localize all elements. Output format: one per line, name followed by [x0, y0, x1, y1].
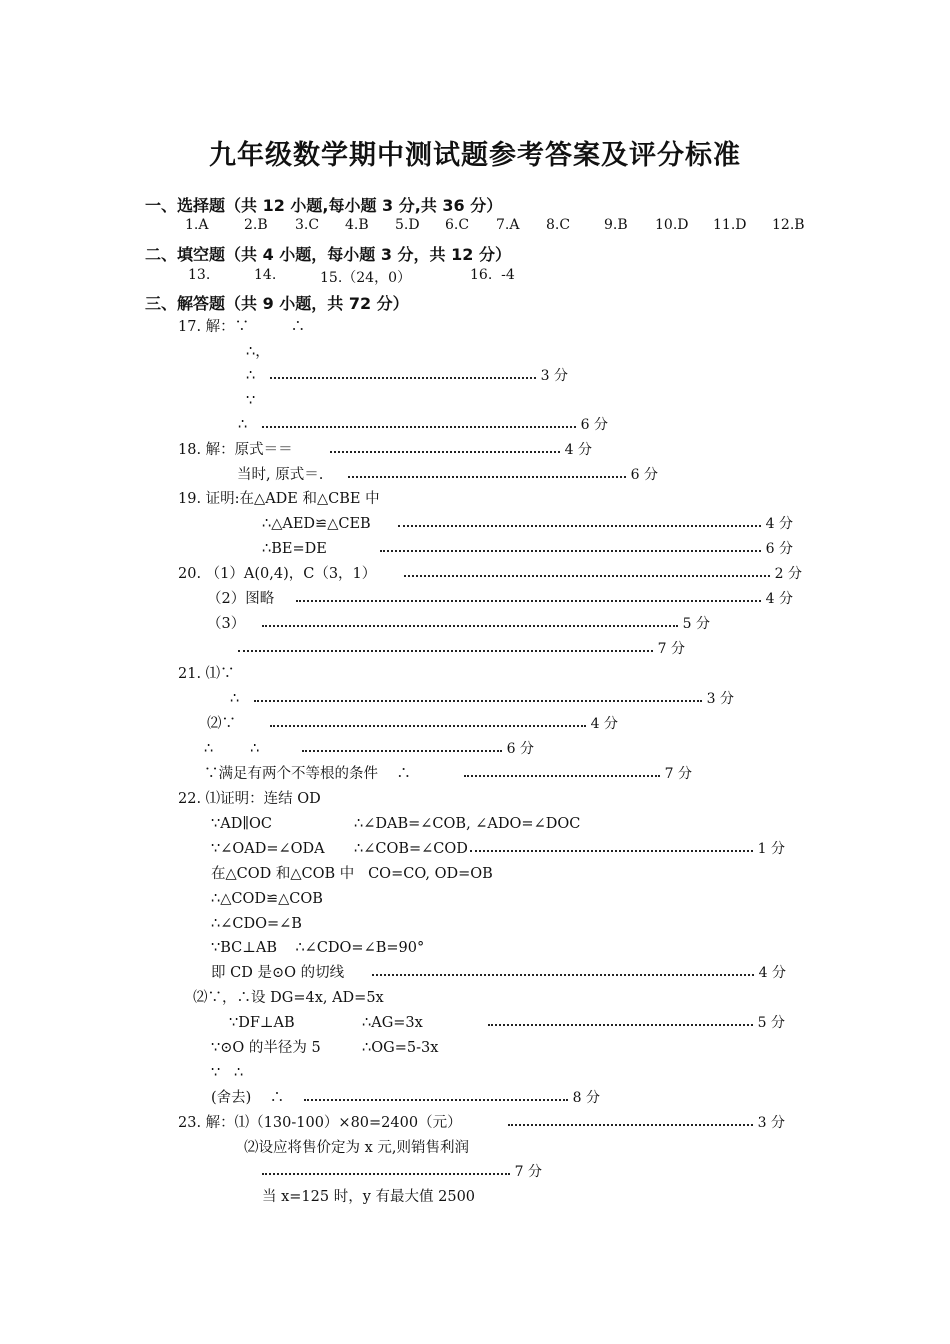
score-leader — [508, 1114, 785, 1132]
q22-line: ∴AG=3x — [362, 1015, 423, 1031]
choice-answer: 4.B — [345, 217, 369, 233]
q22-line: ∴∠COB=∠COD — [354, 841, 468, 857]
score-leader — [464, 765, 692, 783]
score-label: 4 分 — [758, 965, 786, 981]
score-label: 5 分 — [682, 616, 710, 632]
score-label: 7 分 — [657, 641, 685, 657]
choice-answer: 7.A — [496, 217, 520, 233]
score-leader — [270, 367, 568, 385]
q22-line: ∵AD∥OC — [211, 816, 273, 832]
q17-line: ∴ — [246, 368, 256, 384]
choice-answer: 2.B — [244, 217, 268, 233]
score-label: 4 分 — [590, 716, 618, 732]
q22-line: ∵ ∴ — [211, 1065, 244, 1081]
q22-line: ∴∠DAB=∠COB, ∠ADO=∠DOC — [354, 816, 581, 832]
score-label: 7 分 — [514, 1164, 542, 1180]
score-leader — [398, 515, 793, 533]
q17-line: ∴ — [238, 417, 248, 433]
q17-line: ∴， — [246, 344, 270, 360]
score-leader — [254, 690, 734, 708]
choice-answer: 10.D — [655, 217, 689, 233]
score-leader — [304, 1089, 600, 1107]
q22-line: ∵BC⊥AB ∴∠CDO=∠B=90° — [211, 940, 425, 956]
q20-line: 20. （1）A(0,4)，C（3，1） — [178, 566, 377, 582]
q23-line: 当 x=125 时，y 有最大值 2500 — [262, 1189, 476, 1205]
choice-answer: 5.D — [395, 217, 420, 233]
score-label: 8 分 — [572, 1090, 600, 1106]
fill-answer: 14. — [254, 267, 277, 283]
score-leader — [270, 715, 618, 733]
q19-line: 19. 证明:在△ADE 和△CBE 中 — [178, 491, 380, 507]
q21-line: ∴ — [230, 691, 240, 707]
choice-answer: 11.D — [713, 217, 747, 233]
page-title: 九年级数学期中测试题参考答案及评分标准 — [209, 140, 741, 171]
fill-answer: 15.（24，0） — [320, 270, 411, 286]
section-choice-heading: 一、选择题（共 12 小题,每小题 3 分,共 36 分） — [145, 196, 503, 215]
q19-line: ∴△AED≌△CEB — [262, 516, 371, 532]
q22-line: ∴OG=5-3x — [362, 1040, 439, 1056]
choice-answer: 8.C — [546, 217, 571, 233]
q20-line: （2）图略 — [207, 591, 275, 607]
q20-line: （3） — [207, 616, 246, 632]
score-leader — [296, 590, 793, 608]
fill-answer: 13. — [188, 267, 211, 283]
score-label: 6 分 — [765, 541, 793, 557]
q23-line: 23. 解：⑴（130-100）×80=2400（元） — [178, 1115, 462, 1131]
q17-line: ∵ — [246, 393, 256, 409]
score-label: 3 分 — [540, 368, 568, 384]
q22-line: 在△COD 和△COB 中 CO=CO, OD=OB — [211, 866, 493, 882]
score-leader — [262, 615, 710, 633]
q22-line: ∵DF⊥AB — [229, 1015, 295, 1031]
score-label: 6 分 — [630, 467, 658, 483]
choice-answer: 12.B — [772, 217, 805, 233]
score-leader — [302, 740, 534, 758]
score-leader — [380, 540, 793, 558]
fill-answer: 16. -4 — [470, 267, 515, 283]
q22-line: ∴∠CDO=∠B — [211, 916, 302, 932]
score-leader — [262, 1163, 542, 1181]
score-leader — [262, 416, 608, 434]
score-leader — [404, 565, 802, 583]
score-label: 3 分 — [757, 1115, 785, 1131]
score-label: 4 分 — [765, 516, 793, 532]
q21-line: ∵满足有两个不等根的条件 ∴ — [204, 766, 411, 782]
q22-line: (舍去) ∴ — [211, 1090, 285, 1106]
score-label: 5 分 — [757, 1015, 785, 1031]
q21-line: 21. ⑴∵ — [178, 666, 235, 682]
score-label: 3 分 — [706, 691, 734, 707]
score-label: 1 分 — [757, 841, 785, 857]
q22-line: 22. ⑴证明：连结 OD — [178, 791, 321, 807]
q22-line: ∵⊙O 的半径为 5 — [211, 1040, 321, 1056]
q18-line: 18. 解：原式＝＝ — [178, 442, 293, 458]
q17-line: 17. 解：∵ ∴ — [178, 319, 306, 335]
q22-line: ∵∠OAD=∠ODA — [211, 841, 325, 857]
score-leader — [330, 441, 592, 459]
q19-line: ∴BE=DE — [262, 541, 327, 557]
score-label: 7 分 — [664, 766, 692, 782]
q22-line: 即 CD 是⊙O 的切线 — [211, 965, 345, 981]
section-fill-heading: 二、填空题（共 4 小题，每小题 3 分，共 12 分） — [145, 245, 511, 264]
q23-line: ⑵设应将售价定为 x 元,则销售利润 — [244, 1140, 470, 1156]
score-label: 6 分 — [580, 417, 608, 433]
q18-line: 当时, 原式＝. — [237, 467, 324, 483]
score-leader — [372, 964, 786, 982]
score-label: 4 分 — [765, 591, 793, 607]
q21-line: ∴ ∴ — [204, 741, 260, 757]
score-leader — [488, 1014, 785, 1032]
q22-line: ∴△COD≌△COB — [211, 891, 323, 907]
choice-answer: 9.B — [604, 217, 628, 233]
choice-answer: 1.A — [185, 217, 209, 233]
q21-line: ⑵∵ — [207, 716, 236, 732]
score-leader — [470, 840, 785, 858]
score-leader — [238, 640, 685, 658]
score-label: 6 分 — [506, 741, 534, 757]
choice-answer: 3.C — [295, 217, 320, 233]
score-label: 2 分 — [774, 566, 802, 582]
q22-line: ⑵∵，∴设 DG=4x, AD=5x — [193, 990, 384, 1006]
section-solve-heading: 三、解答题（共 9 小题，共 72 分） — [145, 294, 409, 313]
choice-answer: 6.C — [445, 217, 470, 233]
score-leader — [348, 466, 658, 484]
score-label: 4 分 — [564, 442, 592, 458]
